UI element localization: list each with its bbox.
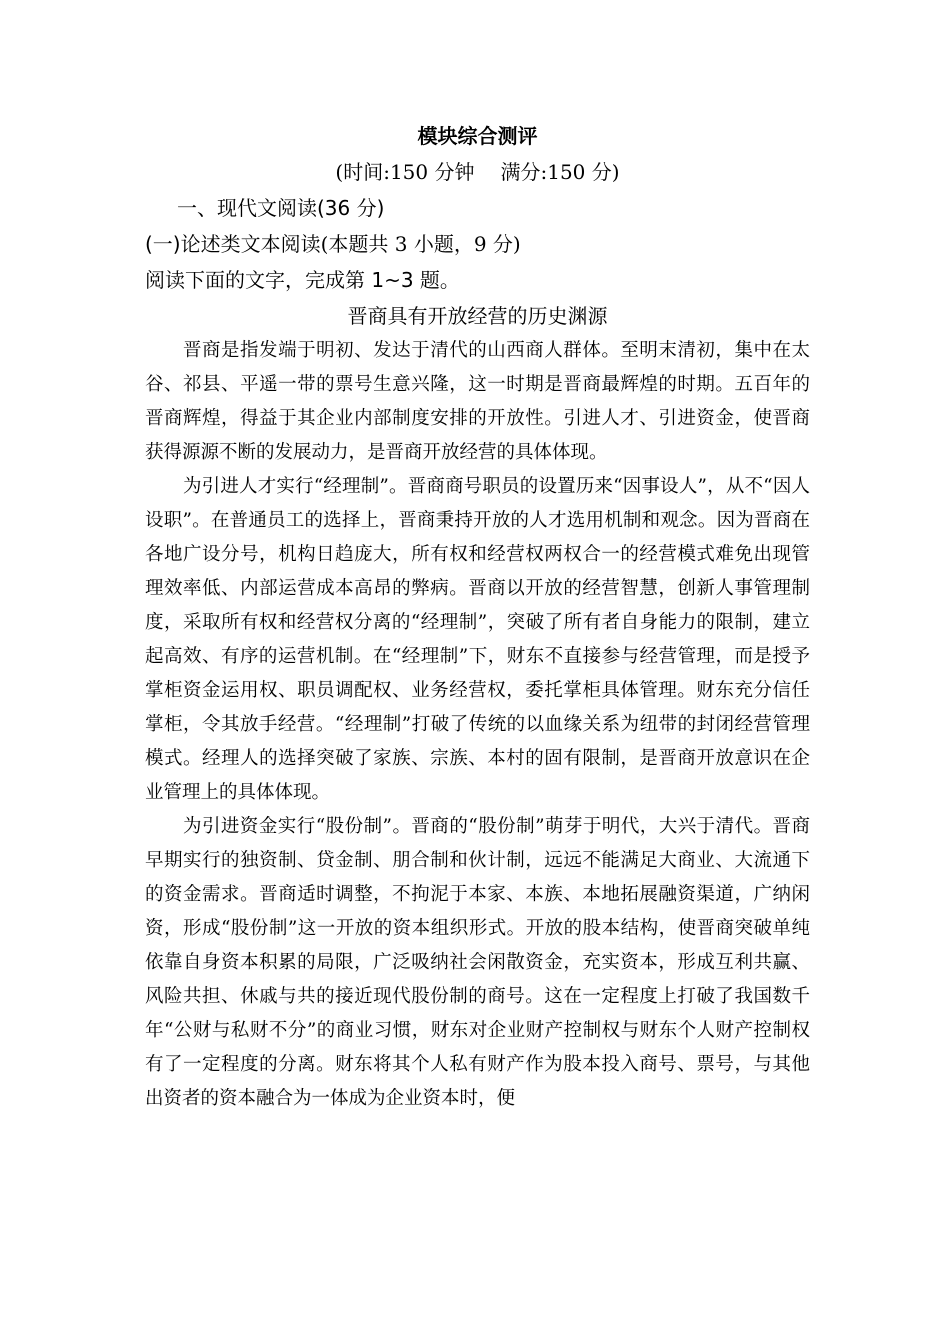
document-page bbox=[145, 118, 810, 1116]
article-paragraph-2: 为引进人才实行“经理制”。晋商商号职员的设置历来“因事设人”，从不“因人设职”。在普通员工的选择上，晋商秉持开放的人才选用机制和观念。因为晋商在各地广设分号，机构日趋庞大，所有权和经营权两权合一的经营模式难免出现管理效率低、内部运营成本高昂的弊病。晋商以开放的经营智慧，创新人事管理制度，采取所有权和经营权分离的“经理制”，突破了所有者自身能力的限制，建立起高效、有序的运营机制。在“经理制”下，财东不直接参与经营管理，而是授予掌柜资金运用权、职员调配权、业务经营权，委托掌柜具体管理。财东充分信任掌柜，令其放手经营。“经理制”打破了传统的以血缘关系为纽带的封闭经营管理模式。经理人的选择突破了家族、宗族、本村的固有限制，是晋商开放意识在企业管理上的具体体现。 bbox=[145, 476, 810, 803]
article-paragraph-3: 为引进资金实行“股份制”。晋商的“股份制”萌芽于明代，大兴于清代。晋商早期实行的独资制、贷金制、朋合制和伙计制，远远不能满足大商业、大流通下的资金需求。晋商适时调整，不拘泥于本家、本族、本地拓展融资渠道，广纳闲资，形成“股份制”这一开放的资本组织形式。开放的股本结构，使晋商突破单纯依靠自身资本积累的局限，广泛吸纳社会闲散资金，充实资本，形成互利共赢、风险共担、休戚与共的接近现代股份制的商号。这在一定程度上打破了我国数千年“公财与私财不分”的商业习惯，财东对企业财产控制权与财东个人财产控制权有了一定程度的分离。财东将其个人私有财产作为股本投入商号、票号，与其他出资者的资本融合为一体成为企业资本时，便 bbox=[145, 816, 810, 1109]
subsection-label: (一)论述类文本阅读 bbox=[145, 232, 321, 256]
subsection-heading bbox=[145, 226, 810, 262]
exam-time: (时间:150 分钟 bbox=[335, 160, 475, 184]
reading-instruction: 阅读下面的文字，完成第 1~3 题。 bbox=[145, 268, 460, 292]
article-body bbox=[145, 334, 810, 1116]
document-title: 模块综合测评 bbox=[417, 124, 538, 148]
subsection-note: (本题共 3 小题，9 分) bbox=[320, 232, 521, 256]
section-heading: 一、现代文阅读(36 分) bbox=[177, 196, 385, 220]
exam-meta bbox=[145, 154, 810, 190]
exam-score: 满分:150 分) bbox=[500, 160, 620, 184]
article-title: 晋商具有开放经营的历史渊源 bbox=[347, 304, 608, 328]
article-paragraph-1: 晋商是指发端于明初、发达于清代的山西商人群体。至明末清初，集中在太谷、祁县、平遥一带的票号生意兴隆，这一时期是晋商最辉煌的时期。五百年的晋商辉煌，得益于其企业内部制度安排的开放性。引进人才、引进资金，使晋商获得源源不断的发展动力，是晋商开放经营的具体体现。 bbox=[145, 340, 810, 463]
